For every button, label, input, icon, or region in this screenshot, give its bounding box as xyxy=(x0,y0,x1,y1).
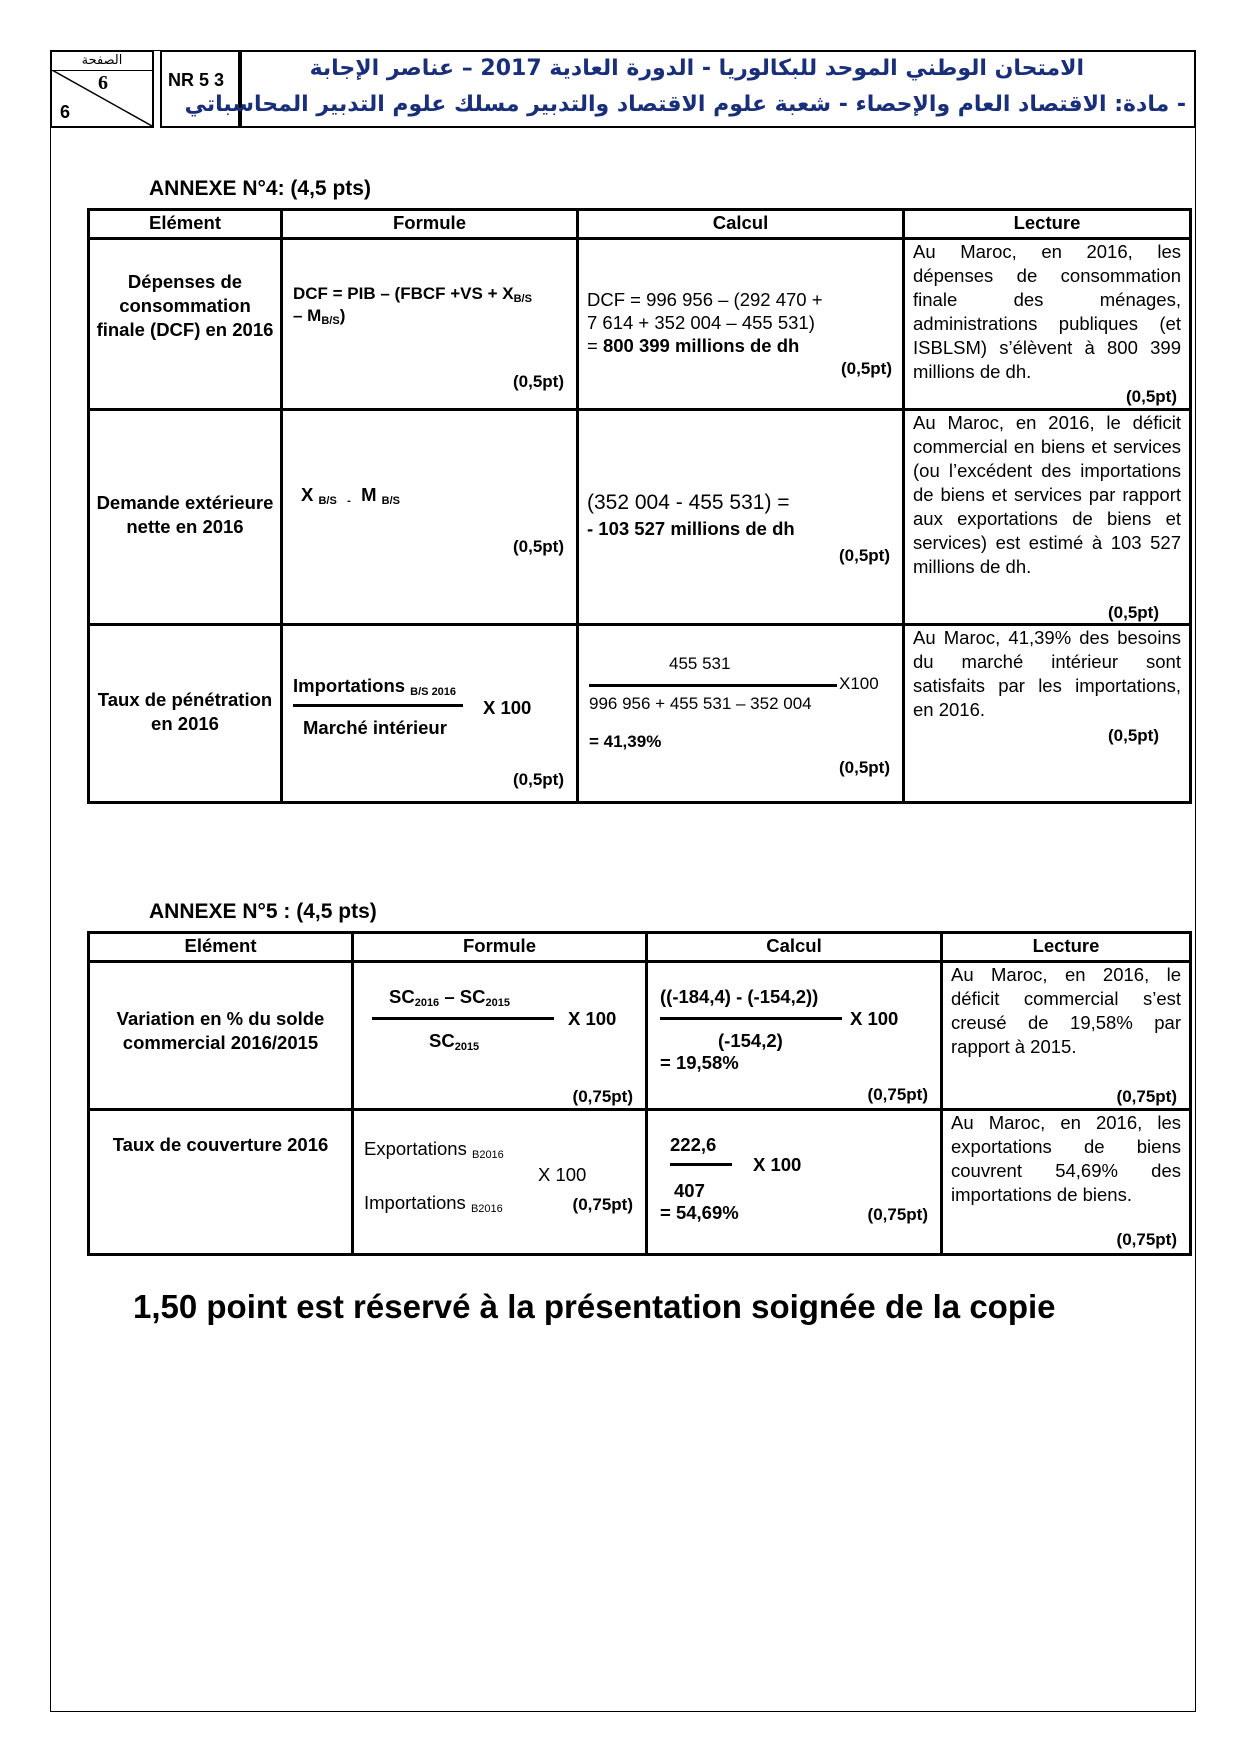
formule-denominator: Marché intérieur xyxy=(303,717,447,738)
annexe4-table xyxy=(87,208,1192,804)
formule-cell xyxy=(282,239,578,410)
page-total: 6 xyxy=(60,102,71,122)
points-label: (0,5pt) xyxy=(1108,726,1159,745)
formule-multiplier: X 100 xyxy=(568,1008,617,1029)
points-label: (0,5pt) xyxy=(513,537,564,556)
calcul-denominator: 407 xyxy=(674,1180,705,1201)
points-label: (0,75pt) xyxy=(867,1085,928,1104)
calcul-numerator: 222,6 xyxy=(670,1134,717,1155)
points-label: (0,75pt) xyxy=(1116,1230,1177,1249)
calcul-result: = 19,58% xyxy=(660,1052,739,1073)
points-label: (0,5pt) xyxy=(839,546,890,565)
presentation-note: 1,50 point est réservé à la présentation soignée de la copie xyxy=(133,1288,1056,1325)
element-cell xyxy=(89,1110,353,1255)
lecture-text: Au Maroc, en 2016, les exportations de biens couvrent 54,69% des importations de biens. xyxy=(951,1112,1181,1205)
calcul-denominator: 996 956 + 455 531 – 352 004 xyxy=(589,694,812,713)
formule-numerator: Importations $_{B/S 2016}$ xyxy=(293,675,457,698)
col-header-formule: Formule xyxy=(353,933,647,962)
lecture-cell xyxy=(904,410,1191,625)
calcul-multiplier: X 100 xyxy=(753,1154,802,1175)
page-number-box xyxy=(50,50,154,128)
formule-cell xyxy=(353,1110,647,1255)
element-cell xyxy=(89,410,282,625)
col-header-formule: Formule xyxy=(282,210,578,239)
page-current: 6 xyxy=(98,72,108,94)
col-header-lecture: Lecture xyxy=(942,933,1191,962)
lecture-cell xyxy=(942,1110,1191,1255)
fraction-bar xyxy=(660,1017,842,1020)
formule-cell xyxy=(282,410,578,625)
calcul-cell xyxy=(578,410,904,625)
calcul-line1: (352 004 - 455 531) = xyxy=(587,491,790,514)
table-header-row xyxy=(89,210,1191,239)
lecture-text: Au Maroc, en 2016, le déficit commercial en biens et services (ou l’excédent des importations de biens et services par rapport aux exportations de biens et services) est estimé à 103 527 millions de dh. xyxy=(913,412,1181,577)
annexe5-title: ANNEXE N°5 : (4,5 pts) xyxy=(149,900,377,923)
calcul-numerator: 455 531 xyxy=(669,654,731,673)
calcul-multiplier: X 100 xyxy=(850,1008,899,1029)
lecture-cell xyxy=(942,962,1191,1110)
element-cell xyxy=(89,962,353,1110)
fraction-bar xyxy=(293,704,463,707)
col-header-calcul: Calcul xyxy=(578,210,904,239)
calcul-line3: = 800 399 millions de dh xyxy=(587,335,800,356)
points-label: (0,75pt) xyxy=(1116,1087,1177,1106)
formule-numerator: $SC_{2016} - SC_{2015}$ xyxy=(389,986,510,1009)
calcul-line1: DCF = 996 956 – (292 470 + xyxy=(587,289,823,310)
formule-multiplier: X 100 xyxy=(483,697,532,718)
calcul-line2: - 103 527 millions de dh xyxy=(587,518,795,539)
calcul-cell xyxy=(647,1110,942,1255)
points-label: (0,5pt) xyxy=(1126,387,1177,406)
points-label: (0,5pt) xyxy=(1108,603,1159,622)
fraction-bar xyxy=(589,684,837,687)
col-header-element: Elément xyxy=(89,210,282,239)
table-row xyxy=(89,962,1191,1110)
calcul-cell xyxy=(578,625,904,803)
table-row xyxy=(89,625,1191,803)
calcul-line2: 7 614 + 352 004 – 455 531) xyxy=(587,312,815,333)
col-header-lecture: Lecture xyxy=(904,210,1191,239)
element-label: Variation en % du solde commercial 2016/2015 xyxy=(116,1008,325,1053)
calcul-multiplier: X100 xyxy=(839,674,879,693)
element-label: Taux de pénétration en 2016 xyxy=(97,689,273,734)
points-label: (0,5pt) xyxy=(513,372,564,391)
table-header-row xyxy=(89,933,1191,962)
points-label: (0,75pt) xyxy=(867,1205,928,1224)
element-cell xyxy=(89,239,282,410)
exam-title-line2: - مادة: الاقتصاد العام والإحصاء - شعبة علوم الاقتصاد والتدبير مسلك علوم التدبير المحاسباتي xyxy=(184,92,1186,117)
page-tag: الصفحة xyxy=(52,52,152,71)
element-cell xyxy=(89,625,282,803)
calcul-cell xyxy=(578,239,904,410)
calcul-result: = 54,69% xyxy=(660,1202,739,1223)
formule-text-cont: – $M_{B/S}$) xyxy=(293,306,346,327)
lecture-text: Au Maroc, en 2016, les dépenses de consommation finale des ménages, administrations publiques (et ISBLSM) s’élèvent à 800 399 millions de dh. xyxy=(913,241,1181,382)
table-row xyxy=(89,410,1191,625)
lecture-cell xyxy=(904,625,1191,803)
calcul-result: = 41,39% xyxy=(589,732,662,751)
calcul-cell xyxy=(647,962,942,1110)
calcul-numerator: ((-184,4) - (-154,2)) xyxy=(660,986,819,1007)
formule-text: X $_{B/S}$ $_-$ M $_{B/S}$ xyxy=(301,484,400,507)
points-label: (0,75pt) xyxy=(572,1195,633,1214)
element-label: Taux de couverture 2016 xyxy=(112,1134,329,1155)
formule-numerator: Exportations $_{B2016}$ xyxy=(364,1138,504,1161)
annexe5-table xyxy=(87,931,1192,1256)
lecture-text: Au Maroc, en 2016, le déficit commercial s’est creusé de 19,58% par rapport à 2015. xyxy=(951,964,1181,1057)
formule-cell xyxy=(282,625,578,803)
lecture-text: Au Maroc, 41,39% des besoins du marché intérieur sont satisfaits par les importations, en 2016. xyxy=(913,627,1181,720)
formule-denominator: Importations $_{B2016}$ xyxy=(364,1192,503,1215)
element-label: Dépenses de consommation finale (DCF) en 2016 xyxy=(96,271,274,340)
exam-title-line1: الامتحان الوطني الموحد للبكالوريا - الدورة العادية 2017 – عناصر الإجابة xyxy=(309,56,1084,81)
formule-cell xyxy=(353,962,647,1110)
table-row xyxy=(89,239,1191,410)
calcul-denominator: (-154,2) xyxy=(718,1030,783,1051)
fraction-bar xyxy=(372,1017,554,1020)
col-header-element: Elément xyxy=(89,933,353,962)
points-label: (0,5pt) xyxy=(513,770,564,789)
table-row xyxy=(89,1110,1191,1255)
lecture-cell xyxy=(904,239,1191,410)
formule-denominator: $SC_{2015}$ xyxy=(429,1030,480,1053)
points-label: (0,5pt) xyxy=(841,359,892,378)
col-header-calcul: Calcul xyxy=(647,933,942,962)
fraction-bar xyxy=(670,1163,732,1166)
points-label: (0,5pt) xyxy=(839,758,890,777)
formule-text: DCF = PIB – (FBCF $+VS + X_{B/S}$ xyxy=(293,284,532,305)
annexe4-title: ANNEXE N°4: (4,5 pts) xyxy=(149,177,371,200)
formule-multiplier: X 100 xyxy=(538,1164,587,1185)
points-label: (0,75pt) xyxy=(572,1087,633,1106)
element-label: Demande extérieure nette en 2016 xyxy=(96,492,274,537)
exam-code: NR 5 3 xyxy=(160,50,240,128)
